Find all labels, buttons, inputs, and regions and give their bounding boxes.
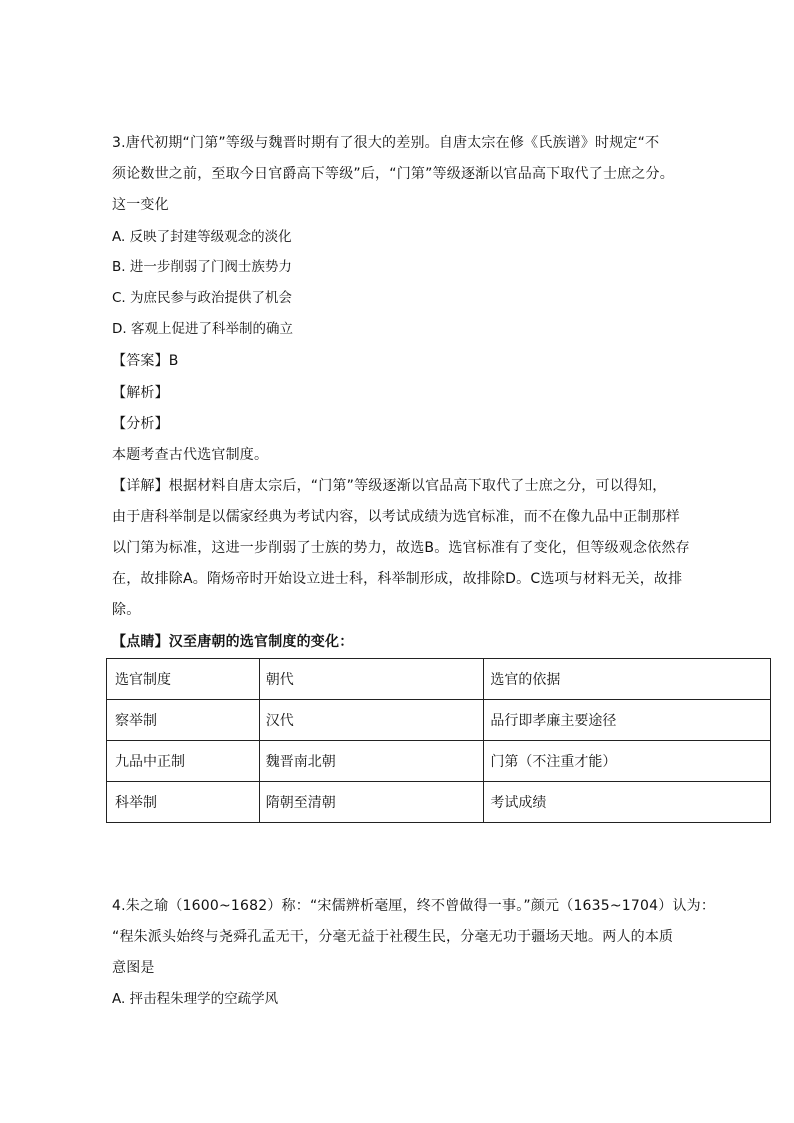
q3-stem-line-2: 须论数世之前，至取今日官爵高下等级”后，“门第”等级逐渐以官品高下取代了士庶之分。: [112, 166, 674, 182]
selection-system-table: [106, 658, 771, 823]
table-cell: 考试成绩: [484, 782, 771, 823]
q4-stem-line-3: 意图是: [112, 960, 155, 976]
q3-stem-line-1: 3.唐代初期“门第”等级与魏晋时期有了很大的差别。自唐太宗在修《氏族谱》时规定“不: [112, 135, 660, 151]
q4-stem-line-1: 4.朱之瑜（1600~1682）称：“宋儒辨析毫厘，终不曾做得一事。”颜元（1635~1704）认为：: [112, 898, 716, 914]
table-header-row: [107, 659, 771, 700]
table-row: [107, 741, 771, 782]
table-cell: 汉代: [259, 700, 484, 741]
q3-analysis-heading: 【解析】: [112, 385, 169, 401]
table-cell: 选官的依据: [484, 659, 771, 700]
q3-detail-line-2: 由于唐科举制是以儒家经典为考试内容，以考试成绩为选官标准，而不在像九品中正制那样: [112, 509, 680, 525]
table-cell: 门第（不注重才能）: [484, 741, 771, 782]
q3-fenxi-text: 本题考查古代选官制度。: [112, 447, 269, 463]
table-row: [107, 700, 771, 741]
q3-detail-line-5: 除。: [112, 602, 141, 618]
q3-option-c: C. 为庶民参与政治提供了机会: [112, 290, 293, 306]
q3-answer: 【答案】B: [112, 353, 179, 369]
q4-stem-line-2: “程朱派头始终与尧舜孔孟无干，分毫无益于社稷生民，分毫无功于疆场天地。两人的本质: [112, 929, 674, 945]
table-cell: 品行即孝廉主要途径: [484, 700, 771, 741]
q3-option-b: B. 进一步削弱了门阀士族势力: [112, 259, 292, 275]
q3-fenxi-heading: 【分析】: [112, 416, 169, 432]
table-row: [107, 782, 771, 823]
q3-detail-line-4: 在，故排除A。隋炀帝时开始设立进士科，科举制形成，故排除D。C选项与材料无关，故排: [112, 571, 683, 587]
q3-option-d: D. 客观上促进了科举制的确立: [112, 321, 293, 337]
q3-option-a: A. 反映了封建等级观念的淡化: [112, 229, 292, 245]
q4-option-a: A. 抨击程朱理学的空疏学风: [112, 991, 279, 1007]
table-cell: 九品中正制: [107, 741, 260, 782]
table-cell: 选官制度: [107, 659, 260, 700]
table-cell: 察举制: [107, 700, 260, 741]
q3-stem-line-3: 这一变化: [112, 197, 169, 213]
table-cell: 隋朝至清朝: [259, 782, 484, 823]
table-cell: 科举制: [107, 782, 260, 823]
table-cell: 魏晋南北朝: [259, 741, 484, 782]
q3-detail-line-3: 以门第为标准，这进一步削弱了士族的势力，故选B。选官标准有了变化，但等级观念依然存: [112, 540, 690, 556]
q3-dianjing-heading: 【点睛】汉至唐朝的选官制度的变化：: [112, 634, 354, 650]
q3-detail-line-1: 【详解】根据材料自唐太宗后，“门第”等级逐渐以官品高下取代了士庶之分，可以得知，: [112, 478, 667, 494]
table-cell: 朝代: [259, 659, 484, 700]
